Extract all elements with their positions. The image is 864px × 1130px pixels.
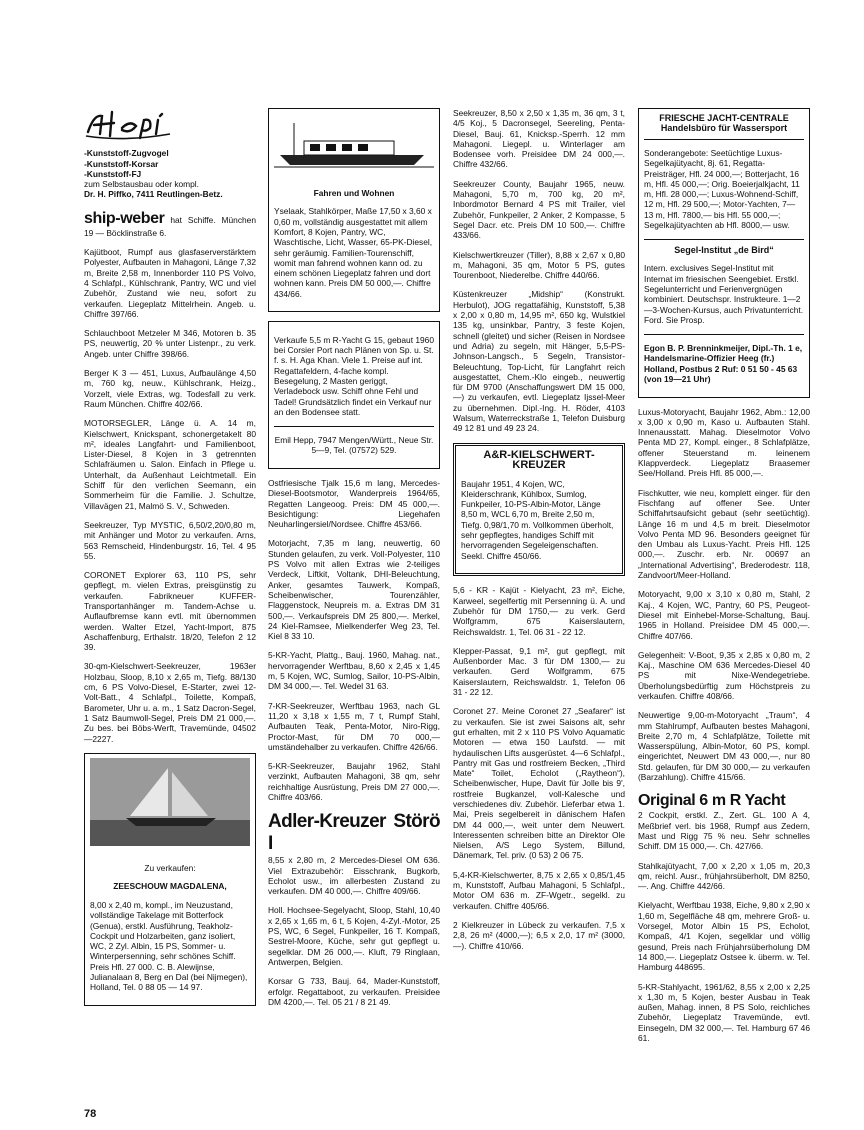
friesche-ad [638,108,810,398]
ar-text: Baujahr 1951, 4 Kojen, WC, Kleiderschrank, Kühlbox, Sumlog, Funkpeiler, 10-PS-Albin-Motor, Länge 8,50 m, WCL 6,70 m, Breite 2,50 m, Tiefg. 0,98/1,70 m. Vollkommen überholt, sehr gepflegtes, handiges Schiff mit hervorragenden Segeleigenschaften. Seekl. Chiffre 450/66. [461,478,614,561]
original-title: Original 6 m R Yacht [638,792,786,810]
shipweber-ad [84,209,256,238]
ad-motorjacht: Motorjacht, 7,35 m lang, neuwertig, 60 Stunden gelaufen, zu verk. Voll-Polyester, 110 PS Volvo mit allen Extras wie 2-teiliges Verdeck, Liftkit, Voltank, DHI-Beleuchtung, Anker, gesamtes Tauwerk, Kompaß, Scheibenwischer, Tourenzähler, Flaggenstock, Neupreis m. a. Extras DM 31 500,—. Verkaufspreis DM 25 800,—. Merkel, 24 Kiel-Ramsee, Mielkenderfer Weg 23, Tel. Kiel 8 33 10. [268,538,440,642]
ad-county: Seekreuzer County, Baujahr 1965, neuw. Mahagoni, 5,70 m, 700 kg, 20 m², Inbordmotor Bernard 4 PS mit Trailer, viel Zubehör, Funkpeiler, 2 Anker, 2 Kompasse, 5 Segel Dacr. etc. Preis DM 10 500,—. Chiffre 433/66. [453,178,625,241]
ar-title: A&R-KIELSCHWERT-KREUZER [483,448,595,471]
ad-korsar: Korsar G 733, Bauj. 64, Mader-Kunststoff, erfolgr. Regattaboot, zu verkaufen. Preisidee DM 4200,—. Tel. 05 21 / 8 21 49. [268,976,440,1007]
ad-kielkreuzer: 2 Kielkreuzer in Lübeck zu verkaufen. 7,5 x 2,8, 26 m² (4000,—); 6,5 x 2,0, 17 m² (3000,—). Chiffre 410/66. [453,919,625,951]
ad-coronet: CORONET Explorer 63, 110 PS, sehr gepflegt, m. vielen Extras, preisgünstig zu verkaufen. Fabrikneuer KUFFER-Transportanhänger m. Tandem-Achse u. Auflaufbremse kann evtl. mit übernommen werden. Walter Etzel, Yacht-Import, 875 Aschaffenburg, Erthalstr. 18/20, Telefon 2 12 39. [84,570,256,653]
shipweber-text: hat Schiffe. München 19 — Böcklinstraße 6. [84,214,257,238]
fahren-ad [268,108,440,312]
ad-berger: Berger K 3 — 451, Luxus, Aufbaulänge 4,50 m, 760 kg, neuw., Kühlschrank, Heizg., Vorzelt, viele Extras, wg. Todesfall zu verk. Raum München. Chiffre 402/66. [84,368,256,409]
hepi-line-1: -Kunststoff-Zugvogel [84,148,169,159]
ad-gelegenheit: Gelegenheit: V-Boot, 9,35 x 2,85 x 0,80 m, 2 Kaj., Maschine OM 636 Mercedes-Diesel 40 PS mit Nixe-Wendegetriebe. Überholungsbedürftig zum Höchstpreis zu verkaufen. Chiffre 408/66. [638,649,810,701]
ad-kr56: 5,6 - KR - Kajüt - Kielyacht, 23 m², Eiche, Karweel, segelfertig mit Persenning ü. A. und Zubehör für DM 1750,— zu verk. Gerd Wolfgramm, 675 Kaiserslautern, Reichswaldstr. 1, Tel. 06 31 - 22 12. [453,585,625,637]
original-ad [638,791,810,851]
ad-motoryacht: Motoryacht, 9,00 x 3,10 x 0,80 m, Stahl, 2 Kaj., 4 Kojen, WC, Pantry, 60 PS, Peugeot-Diesel mit Einhebel-Morse-Schaltung, Bauj. 1965 in Holland. Preisidee DM 45 000,—. Chiffre 407/66. [638,589,810,641]
ad-neuwertige: Neuwertige 9,00-m-Motoryacht „Traum“, 4 mm Stahlrumpf, Aufbauten bestes Mahagoni, Breite 2,70 m, 4 Schlafplätze, Toilette mit Wasserspülung, Albin-Motor, 60 PS, kompl. eingerichtet, Neuwert DM 43 000,—, nur 80 Std. gelaufen, für DM 30 000,— zu verkaufen (Barzahlung). Chiffre 415/66. [638,710,810,783]
ad-coronet27: Coronet 27. Meine Coronet 27 „Seafarer“ ist zu verkaufen. Sie ist zwei Saisons alt, sehr gut erhalten, mit 2 x 110 PS Volvo Aquamatic Motoren — etwa 150 Laufstd. — mit hydaulischen Lifts ausgerüstet. 4—6 Schlafpl., Pantry mit Gas und rostfreiem Becken, „Third Mate“ Toilet, Echolot („Raytheon“), Scheibenwischer, Hupe, Davit für Jolle bis 9', rostfreie Bugkanzel, voll-Kalesche und verschiedenes div. Zubehör. Lieferbar etwa 1. Mai, Preis segelbereit in dänischem Hafen DM 44 000,—, weit unter dem Neuwert. Interessenten schreiben bitte an Direktor Ole Nielsen, A/S Lego System, Billund, Dänemark, Tel. priv. (0 53) 2 06 75. [453,706,625,861]
ad-kr5-stahl: 5-KR-Stahlyacht, 1961/62, 8,55 x 2,00 x 2,25 x 1,30 m, 5 Kojen, bester Ausbau in Teak außen, Mahag. innen, 8 PS Solo, reichliches Zubehör, Liegeplatz Travemünde, evtl. Einsegeln, DM 32 000,—. Tel. Hamburg 67 46 61. [638,981,810,1044]
ad-kielyacht: Kielyacht, Werftbau 1938, Eiche, 9,80 x 2,90 x 1,60 m, Segelfläche 48 qm, mehrere Groß- u. Vorsegel, Motor Albin 15 PS, Echolot, Kompaß, 4/1 Kojen, segelklar und völlig gesund, Preis nach Frühjahrsüberholung DM 14 800,—. Liegeplatz Ostsee k. überm. w. Tel. Hamburg 448695. [638,900,810,973]
ad-luxus: Luxus-Motoryacht, Baujahr 1962, Abm.: 12,00 x 3,00 x 0,90 m, Kaso u. Aufbauten Stahl. Innenausstatt. Mahag. Dieselmotor Volvo Penta MD 27, Kompl. einger., 8 Schlafplätze, offener Steuerstand m. leinenem Klappverdeck. Liegeplatz Braasemer See/Holland. Preis Hfl. 85 000,—. [638,406,810,479]
houseboat-drawing [274,113,434,171]
column-2 [268,108,440,1016]
hepi-ad [84,108,256,200]
ad-kielschwert-tiller: Kielschwertkreuzer (Tiller), 8,88 x 2,67 x 0,80 m, Mahagoni, 35 qm, Motor 5 PS, gutes Tourenboot, Niederelbe. Chiffre 440/66. [453,249,625,281]
ad-seekreuzer-a: Seekreuzer, 8,50 x 2,50 x 1,35 m, 36 qm, 3 t, 4/5 Koj., 5 Dacronsegel, Seereling, Penta-Diesel, Bauj. 61, Knicksp.-Sperrh. 12 mm Mahagoni. Liegepl. u. Winterlager am Bodensee vorh. Preisidee DM 24 000,—. Chiffre 432/66. [453,108,625,170]
ad-midship: Küstenkreuzer „Midship“ (Konstrukt. Herbulot), JOG regattafähig, Kunststoff, 5,38 x 2,00 x 0,80 m, 14,95 m², 650 kg, Wulstkiel 135 kg, unsinkbar, Pantry, 3 feste Kojen, schnell (gleitet) und sicher (Reisen in Nordsee und Adria) zu segeln, mit Hänger, 5,5-PS-Johnson-Langsch., 5 Segeln, Transistor-Beleuchtung, Top-Licht, für Langfahrt reich ausgestattet, Chem.-Klo eingeb., neuwertig für DM 9700 (Anschaffungswert DM 15 000,—) zu verkaufen, evtl. Liegeplatz Ijssel-Meer zu übernehmen. Dipl.-Ing. H. Röder, 4103 Walsum, Waterreckstraße 1, Telefon Duisburg 49 12 81 und 49 23 24. [453,289,625,434]
ad-stahlkajuet: Stahlkajütyacht, 7,00 x 2,20 x 1,05 m, 20,3 qm, reichl. Ausr., frühjahrsüberholt, DM 8250,—. Ang. Chiffre 442/66. [638,860,810,892]
zeeschouw-ad [84,753,256,1006]
shipweber-title: ship-weber [84,209,165,227]
egon-text: Egon B. P. Brenninkmeijer, Dipl.-Th. 1 e, Handelsmarine-Offizier Heeg (fr.) Holland, Postbus 2 Ruf: 0 51 50 - 45 63 (von 19—21 Uhr) [644,343,803,384]
friesche-title: FRIESCHE JACHT-CENTRALE [659,113,789,123]
ad-kr5-yacht: 5-KR-Yacht, Plattg., Bauj. 1960, Mahag. nat., hervorragender Werftbau, 8,60 x 2,45 x 1,45 m, 5 Kojen, WC, Sumlog, Sailor, 10-PS-Albin, DM 34 000,—. Tel. Wedel 31 63. [268,650,440,692]
divider [274,426,434,427]
hepi-logo [84,108,174,142]
ad-kr54: 5,4-KR-Kielschwerter, 8,75 x 2,65 x 0,85/1,45 m, Kunststoff, Aufbau Mahagoni, 5 Schlafpl., Motor OM 636 m. ZF-Wgetr., segelkl. zu verkaufen. Chiffre 405/66. [453,869,625,911]
ad-seekreuzer-mystic: Seekreuzer, Typ MYSTIC, 6,50/2,20/0,80 m, mit Anhänger und Motor zu verkaufen. Arns, 563 Remscheid, Hindenburgstr. 16, Tel. 4 95 55. [84,519,256,561]
fahren-title: Fahren und Wohnen [313,187,395,198]
ad-fischkutter: Fischkutter, wie neu, komplett einger. für den Fischfang auf offener See. Unter Schiffahrtsaufsicht gebaut (sehr seetüchtig). Länge 16 m und 4,5 m breit. Dieselmotor Volvo Penta MD 96. Besonders geeignet für den Umbau als Luxus-Yacht. Preis Hfl. 125 000,—. Zuschr. erb. Nr. 00697 an „International Advertising“, Brederodestr. 118, Zandvoort/Meer-Holland. [638,487,810,581]
verkaufe-text: Verkaufe 5,5 m R-Yacht G 15, gebaut 1960 bei Corsier Port nach Plänen von Sp. u. St. f. s. H. Aga Khan. Viele 1. Preise auf int. Regattafeldern, 4-fache kompl. Besegelung, 2 Masten geriggt, Verladebock usw. Schiff ohne Fehl und Tadel! Grundsätzlich findet ein Verkauf nur an den Bodensee statt. [274,334,434,417]
fahren-text: Yselaak, Stahlkörper, Maße 17,50 x 3,60 x 0,60 m, vollständig ausgestattet mit allem Komfort, 8 Kojen, Pantry, WC, Waschtische, Licht, Wasser, 65-PK-Diesel, sehr geräumig. Familien-Tourenschiff, womit man fahrend wohnen kann od. zu einem schönen Liegeplatz fahren und dort wohnen kann. Preis DM 50 000,—. Chiffre 434/66. [274,206,433,299]
hepi-contact: Dr. H. Piffko, 7411 Reutlingen-Betz. [84,189,223,200]
page-number: 78 [84,1108,97,1120]
column-3 [453,108,625,960]
original-text: 2 Cockpit, erstkl. Z., Zert. GL. 100 A 4, Meßbrief verl. bis 1968, Rumpf aus Zedern, Mast und Rigg 75 % neu. Sehr schnelles Schiff. DM 15 000,—. Ch. 427/66. [638,810,810,852]
hepi-text: zum Selbstausbau oder kompl. [84,179,199,190]
ad-kajuetboot: Kajütboot, Rumpf aus glasfaserverstärktem Polyester, Aufbauten in Mahagoni, Länge 7,32 m, Breite 2,58 m, Innenborder 110 PS Volvo, 4 Schlafpl., Kühlschrank, Pantry, WC und viel Zubehör, Zustand wie neu, sofort zu verkaufen. Liegeplatz Mittelrhein. Angeb. u. Chiffre 397/66. [84,247,256,319]
zeeschouw-text: 8,00 x 2,40 m, kompl., im Neuzustand, vollständige Takelage mit Botterfock (Genua), erstkl. Ausführung, Teakholz-Cockpit und Holzarbeiten, ganz isoliert, WC, 2 Zyl. Albin, 15 PS, Sommer- u. Winterpersenning, sehr schönes Schiff. Preis Hfl. 27 000. C. B. Alewijnse, Julianalaan 8, Berg en Dal (bei Nijmegen), Holland, Tel. 0 88 05 — 14 97. [90,899,248,993]
adler-title: Adler-Kreuzer Störö I [268,811,440,855]
ad-motorsegler: MOTORSEGLER, Länge ü. A. 14 m, Kielschwert, Knickspant, schonergetakelt 80 m², ideales Langfahrt- und Familienboot, Lister-Diesel, 8 Kojen in 3 getrennten Schlafräumen u. Salon. Einfach in Pflege u. Unterhalt, da Außenhaut Leichtmetall. Ein Schiff für den verlichen Seemann, ein Sommerheim für die Familie. J. Schultze, Villavägen 21, Malmö S. V., Schweden. [84,418,256,511]
segel-text: Intern. exclusives Segel-Institut mit Internat im friesischen Seengebiet. Erstkl. Segelunterricht und Ferienvergnügen kombiniert. Deutschspr. Instrukteure. 1—2—3-Wochen-Kursus, auch Privatunterricht. Ford. Sie Prosp. [644,263,804,325]
hepi-line-3: -Kunststoff-FJ [84,168,142,179]
sailboat-photo [90,758,250,846]
column-1 [84,108,256,1015]
ad-kielschwert-30: 30-qm-Kielschwert-Seekreuzer, 1963er Holzbau, Sloop, 8,10 x 2,65 m, Tiefg. 88/130 cm, 6 PS Volvo-Diesel, E-Starter, zwei 12-Volt-Batt., 4 Schlafpl., Toilette, Kompaß, Barometer, Uhr u. a. m., 1 Satz Dacron-Segel, 1 Satz Baumwoll-Segel, Preis DM 21 000,—. Zu bes. bei Böbs-Werft, Travemünde, 04502—2227. [84,661,256,744]
ad-kr7: 7-KR-Seekreuzer, Werftbau 1963, nach GL 11,20 x 3,18 x 1,55 m, 7 t, Rumpf Stahl, Aufbauten Teak, Penta-Motor, Niro-Rigg, Proctor-Mast, für DM 70 000,— umständehalber zu verkaufen. Chiffre 426/66. [268,700,440,752]
verkaufe-contact: Emil Hepp, 7947 Mengen/Württ., Neue Str. 5—9, Tel. (07572) 529. [274,434,434,456]
segel-title: Segel-Institut „de Bird“ [674,244,774,255]
verkaufe-ad [268,321,440,469]
ad-holl: Holl. Hochsee-Segelyacht, Sloop, Stahl, 10,40 x 2,65 x 1,65 m, 6 t, 5 Kojen, 4-Zyl.-Motor, 25 PS, WC, 6 Segel, Funkpeiler, 16 T. Kompaß, Sestrel-Moore, Küche, sehr gut gepflegt u. segelklar. DM 26 000,—. Kluft, 79 Ringlaan, Antwerpen, Belgien. [268,905,440,967]
divider [644,239,804,240]
ad-klepper: Klepper-Passat, 9,1 m², gut gepflegt, mit Außenborder Mac. 3 für DM 1300,— zu verkaufen. Gerd Wolfgramm, 675 Kaiserslautern, Reichswaldstr. 1, Telefon 06 31 - 22 12. [453,645,625,698]
adler-ad [268,811,440,896]
hepi-line-2: -Kunststoff-Korsar [84,158,159,169]
ad-schlauchboot: Schlauchboot Metzeler M 346, Motoren b. 35 PS, neuwertig, 20 % unter Listenpr., zu verk. Angeb. unter Chiffre 398/66. [84,328,256,359]
ad-tjalk: Ostfriesische Tjalk 15,6 m lang, Mercedes-Diesel-Bootsmotor, Wanderpreis 1964/65, Regatten Langeoog. Preis: DM 45 000,—. Besichtigung: Liegehafen Neuharlingersiel/Nordsee. Chiffre 453/66. [268,477,440,530]
divider [644,139,804,140]
ar-ad [453,443,625,577]
zeeschouw-head: Zu verkaufen: [144,862,196,873]
ad-kr5-seekreuzer: 5-KR-Seekreuzer, Baujahr 1962, Stahl verzinkt, Aufbauten Mahagoni, 38 qm, sehr reichhaltige Ausrüstung, Preis DM 27 000,—. Chiffre 403/66. [268,761,440,802]
friesche-text: Sonderangebote: Seetüchtige Luxus-Segelkajütyacht, 8j. 61, Regatta-Preisträger, Hfl. 24 000,—; Botterjacht, 16 m, Hfl. 45 000,—; Orig. Boeierjalkjacht, 11 m, Hfl. 28 000,—; Luxus-Wohnend-Schiff, 12 m, Hfl. 29 500,—; Motor-Yachten, 7—13 m, Hfl. 7800,— bis Hfl. 55 000,—; Segelkajütyachten ab Hfl. 8000,— usw. [644,147,800,231]
divider [644,334,804,335]
friesche-sub: Handelsbüro für Wassersport [660,123,788,134]
zeeschouw-title: ZEESCHOUW MAGDALENA, [113,881,227,892]
column-4 [638,108,810,1052]
adler-text: 8,55 x 2,80 m, 2 Mercedes-Diesel OM 636. Viel Extrazubehör: Eisschrank, Bugkorb, Echolot usw., im allerbesten Zustand zu verkaufen. DM 40 000,—. Chiffre 409/66. [268,855,440,897]
